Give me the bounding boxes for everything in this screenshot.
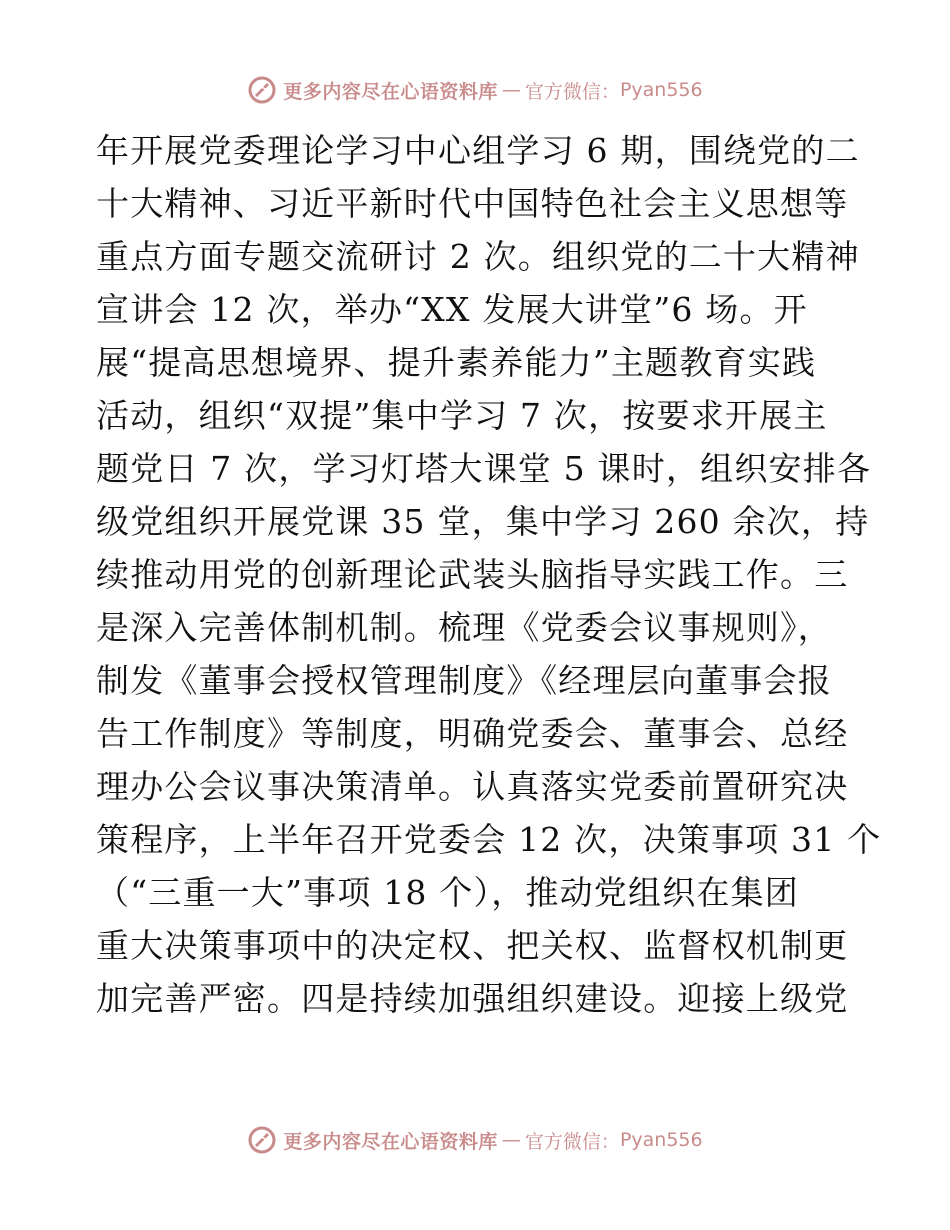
document-body — [96, 124, 882, 1025]
text-line: 告工作制度》等制度，明确党委会、董事会、总经 — [96, 714, 849, 753]
text-line: 是深入完善体制机制。梳理《党委会议事规则》， — [96, 608, 832, 647]
banner-wechat-label: 官方微信： — [524, 80, 620, 103]
banner-separator: — — [501, 1129, 521, 1151]
text-line: 加完善严密。四是持续加强组织建设。迎接上级党 — [96, 979, 849, 1018]
brand-logo-icon — [247, 75, 277, 105]
text-line: 制发《董事会授权管理制度》《经理层向董事会报 — [96, 661, 832, 700]
header-banner — [0, 70, 950, 110]
banner-wechat-handle: Pyan556 — [619, 79, 703, 101]
text-line: 年开展党委理论学习中心组学习 6 期，围绕党的二 — [96, 131, 860, 170]
text-line: 活动，组织“双提”集中学习 7 次，按要求开展主 — [96, 396, 828, 435]
text-line: （“三重一大”事项 18 个），推动党组织在集团 — [96, 873, 800, 912]
text-line: 十大精神、习近平新时代中国特色社会主义思想等 — [96, 184, 849, 223]
brand-logo-icon — [247, 1125, 277, 1155]
text-line: 续推动用党的创新理论武装头脑指导实践工作。三 — [96, 555, 849, 594]
banner-separator: — — [501, 79, 521, 101]
text-line: 级党组织开展党课 35 堂，集中学习 260 余次，持 — [96, 502, 870, 541]
text-line: 重点方面专题交流研讨 2 次。组织党的二十大精神 — [96, 237, 860, 276]
text-line: 策程序，上半年召开党委会 12 次，决策事项 31 个 — [96, 820, 882, 859]
text-line: 宣讲会 12 次，举办“XX 发展大讲堂”6 场。开 — [96, 290, 808, 329]
banner-slogan: 更多内容尽在心语资料库 — [283, 1130, 498, 1153]
banner-wechat-handle: Pyan556 — [619, 1129, 703, 1151]
banner-slogan: 更多内容尽在心语资料库 — [283, 80, 498, 103]
text-line: 理办公会议事决策清单。认真落实党委前置研究决 — [96, 767, 849, 806]
footer-banner — [0, 1120, 950, 1160]
text-line: 题党日 7 次，学习灯塔大课堂 5 课时，组织安排各 — [96, 449, 872, 488]
text-line: 展“提高思想境界、提升素养能力”主题教育实践 — [96, 343, 817, 382]
text-line: 重大决策事项中的决定权、把关权、监督权机制更 — [96, 926, 849, 965]
banner-wechat-label: 官方微信： — [524, 1130, 620, 1153]
